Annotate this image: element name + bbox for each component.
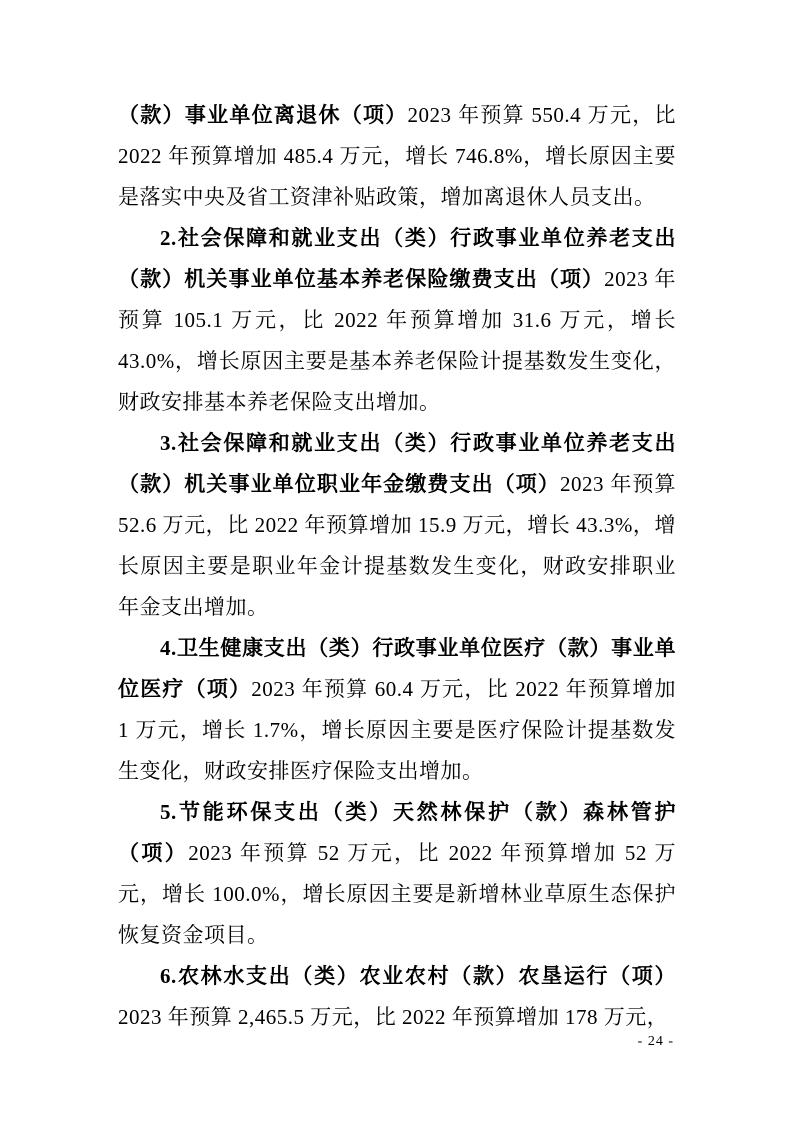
paragraph-heading-segment: 6.农林水支出（类）农业农村（款）农垦运行（项）	[160, 964, 676, 988]
paragraph	[118, 792, 676, 956]
paragraph-heading-segment: （款）事业单位离退休（项）	[118, 103, 408, 127]
paragraph-text-segment: 2023 年预算 550.4 万元，比 2022 年预算增加 485.4 万元，增长 746.8%，增长原因主要是落实中央及省工资津补贴政策，增加离退休人员支出。	[118, 103, 677, 209]
page-number: - 24 -	[637, 1034, 674, 1049]
paragraph-text-segment: 2023 年预算 60.4 万元，比 2022 年预算增加 1 万元，增长 1.7%，增长原因主要是医疗保险计提基数发生变化，财政安排医疗保险支出增加。	[118, 677, 677, 783]
paragraph-heading-segment: 5.节能环保支出（类）天然林保护（款）森林管护（项）	[118, 800, 676, 865]
paragraph-heading-segment: 3.社会保障和就业支出（类）行政事业单位养老支出（款）机关事业单位职业年金缴费支出（项）	[118, 431, 676, 496]
paragraph-heading-segment: 4.卫生健康支出（类）行政事业单位医疗（款）事业单位医疗（项）	[118, 636, 676, 701]
paragraph	[118, 95, 676, 218]
paragraph	[118, 628, 676, 792]
paragraph	[118, 218, 676, 423]
paragraph-text-segment: 2023 年预算 52 万元，比 2022 年预算增加 52 万元，增长 100.0%，增长原因主要是新增林业草原生态保护恢复资金项目。	[118, 841, 677, 947]
paragraph-heading-segment: 2.社会保障和就业支出（类）行政事业单位养老支出（款）机关事业单位基本养老保险缴费支出（项）	[118, 226, 676, 291]
document-body	[118, 95, 676, 1038]
paragraph	[118, 423, 676, 628]
paragraph-text-segment: 2023 年预算 52.6 万元，比 2022 年预算增加 15.9 万元，增长 43.3%，增长原因主要是职业年金计提基数发生变化，财政安排职业年金支出增加。	[118, 472, 677, 619]
paragraph-text-segment: 2023 年预算 2,465.5 万元，比 2022 年预算增加 178 万元，	[118, 1005, 669, 1029]
paragraph	[118, 956, 676, 1038]
paragraph-text-segment: 2023 年预算 105.1 万元，比 2022 年预算增加 31.6 万元，增长 43.0%，增长原因主要是基本养老保险计提基数发生变化，财政安排基本养老保险支出增加。	[118, 267, 677, 414]
